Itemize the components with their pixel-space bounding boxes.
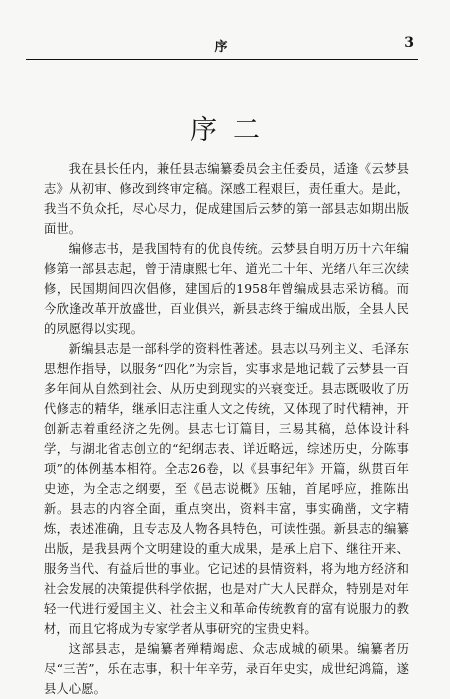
- paragraph: 这部县志，是编纂者殚精竭虑、众志成城的硕果。编纂者历尽“三苦”，乐在志事，积十年辛劳，录百年史实，成世纪鸿篇，遂县人心愿。: [44, 642, 409, 696]
- paragraph: 编修志书，是我国特有的优良传统。云梦县自明万历十六年编修第一部县志起，曾于清康熙七年、道光二十年、光绪八年三次续修，民国期间四次倡修，建国后的1958年曾编成县志采访稿。而今欣逢改革开放盛世，百业俱兴，新县志终于编成出版，全县人民的夙愿得以实现。: [44, 242, 409, 336]
- paragraph: 新编县志是一部科学的资料性著述。县志以马列主义、毛泽东思想作指导，以服务“四化”为宗旨，实事求是地记载了云梦县一百多年间从自然到社会、从历史到现实的兴衰变迁。县志既吸收了历代修志的精华，继承旧志注重人文之传统，又体现了时代精神，开创新志着重经济之先例。县志七订篇目，三易其稿，总体设计科学，与湖北省志创立的“纪纲志表、详近略远，综述历史，分陈事项”的体例基本相符。全志26卷，以《县事纪年》开篇，纵贯百年史迹，为全志之纲要，至《邑志说概》压轴，首尾呼应，推陈出新。县志的内容全面，重点突出，资料丰富，事实确凿，文字精炼，表述准确，且专志及人物各具特色，可读性强。新县志的编纂出版，是我县两个文明建设的重大成果，是承上启下、继往开来、服务当代、有益后世的事业。它记述的县情资料，将为地方经济和社会发展的决策提供科学依据，也是对广大人民群众，特别是对年轻一代进行爱国主义、社会主义和革命传统教育的富有说服力的教材，而且它将成为专家学者从事研究的宝贵史料。: [44, 342, 409, 636]
- section-title: 序二: [190, 115, 276, 146]
- page-number: 3: [404, 35, 414, 51]
- header-rule: [26, 59, 418, 60]
- body-text: [44, 159, 409, 699]
- running-title: 序: [214, 40, 230, 55]
- paragraph: 我在县长任内，兼任县志编纂委员会主任委员，适逢《云梦县志》从初审、修改到终审定稿。深感工程艰巨，责任重大。是此，我当不负众托，尽心尽力，促成建国后云梦的第一部县志如期出版面世。: [44, 162, 409, 236]
- page-header: [26, 36, 418, 58]
